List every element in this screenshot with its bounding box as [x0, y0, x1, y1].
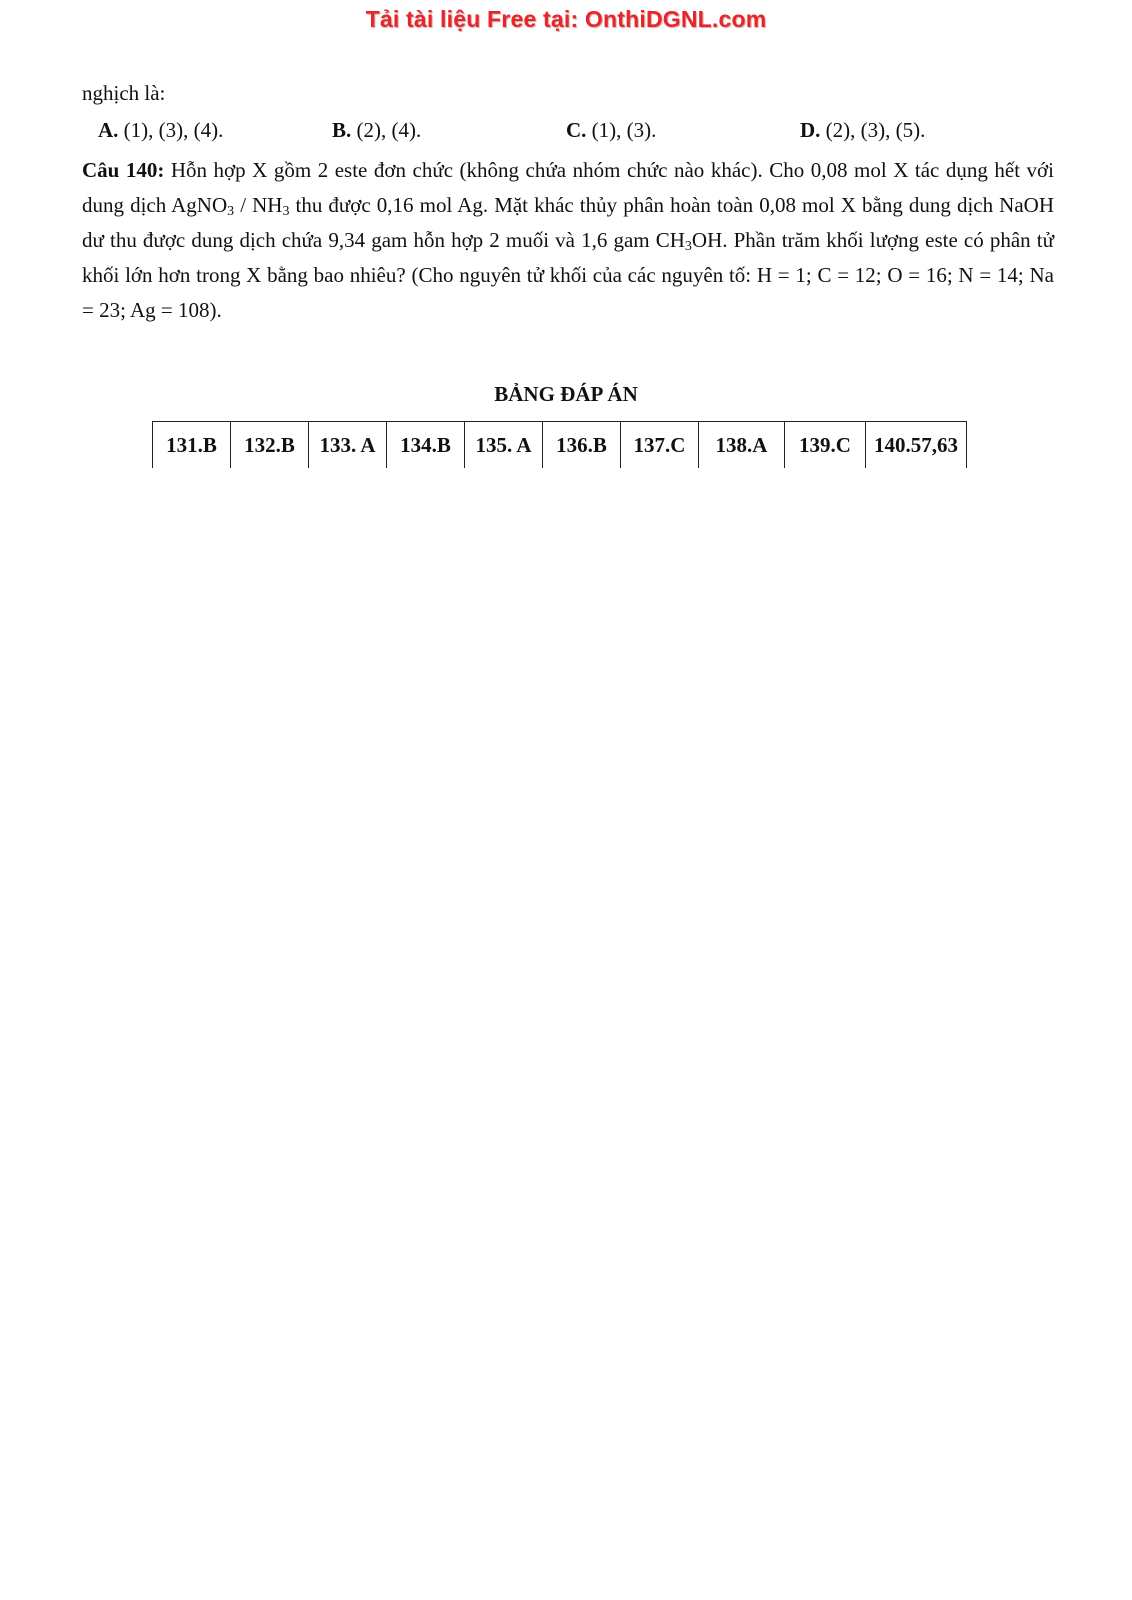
- question-text-part: Hỗn hợp X gồm 2 este đơn chức (không chứa nhóm chức nào khác). Cho 0,08 mol X tác dụng hết với dung dịch AgNO: [82, 158, 1054, 217]
- question-text-part: / NH: [234, 193, 283, 217]
- option-text: (1), (3), (4).: [118, 118, 224, 142]
- answer-cell: 136.B: [543, 422, 621, 469]
- option-text: (2), (4).: [351, 118, 422, 142]
- download-banner: Tải tài liệu Free tại: OnthiDGNL.com: [365, 6, 767, 32]
- answer-cell: 140.57,63: [866, 422, 967, 469]
- answer-cell: 139.C: [785, 422, 866, 469]
- answer-cell: 135. A: [465, 422, 543, 469]
- previous-question-tail: nghịch là:: [82, 81, 166, 105]
- answer-cell: 138.A: [699, 422, 785, 469]
- option-a: [98, 113, 223, 148]
- answer-options: [82, 111, 1054, 151]
- option-c: [566, 113, 656, 148]
- question-text-part: thu được 0,16 mol Ag. Mặt khác thủy phân hoàn toàn 0,08 mol X bằng dung dịch NaOH dư thu được dung dịch chứa 9,34 gam hỗn hợp 2 muối và 1,6 gam CH: [82, 193, 1055, 252]
- question-number: Câu 140:: [82, 158, 165, 182]
- subscript: 3: [282, 204, 290, 219]
- option-text: (2), (3), (5).: [820, 118, 926, 142]
- option-letter: C.: [566, 118, 587, 142]
- document-body: [82, 76, 1054, 328]
- table-row: [153, 422, 967, 469]
- answer-cell: 132.B: [231, 422, 309, 469]
- answer-cell: 137.C: [621, 422, 699, 469]
- answer-table: [152, 421, 967, 468]
- option-letter: B.: [332, 118, 352, 142]
- answer-cell: 133. A: [309, 422, 387, 469]
- option-letter: A.: [98, 118, 119, 142]
- option-letter: D.: [800, 118, 821, 142]
- question-140: [82, 153, 1054, 328]
- option-text: (1), (3).: [586, 118, 657, 142]
- subscript: 3: [684, 239, 692, 254]
- option-b: [332, 113, 421, 148]
- answer-table-title: BẢNG ĐÁP ÁN: [494, 382, 638, 406]
- option-d: [800, 113, 925, 148]
- question-text-part: OH. Phần trăm khối lượng este có phân tử khối lớn hơn trong X bằng bao nhiêu? (Cho nguyên tử khối của các nguyên tố: H = 1; C = 12; O = 16; N = 14; Na = 23; Ag = 108).: [82, 228, 1054, 322]
- answer-cell: 131.B: [153, 422, 231, 469]
- answer-cell: 134.B: [387, 422, 465, 469]
- subscript: 3: [227, 204, 235, 219]
